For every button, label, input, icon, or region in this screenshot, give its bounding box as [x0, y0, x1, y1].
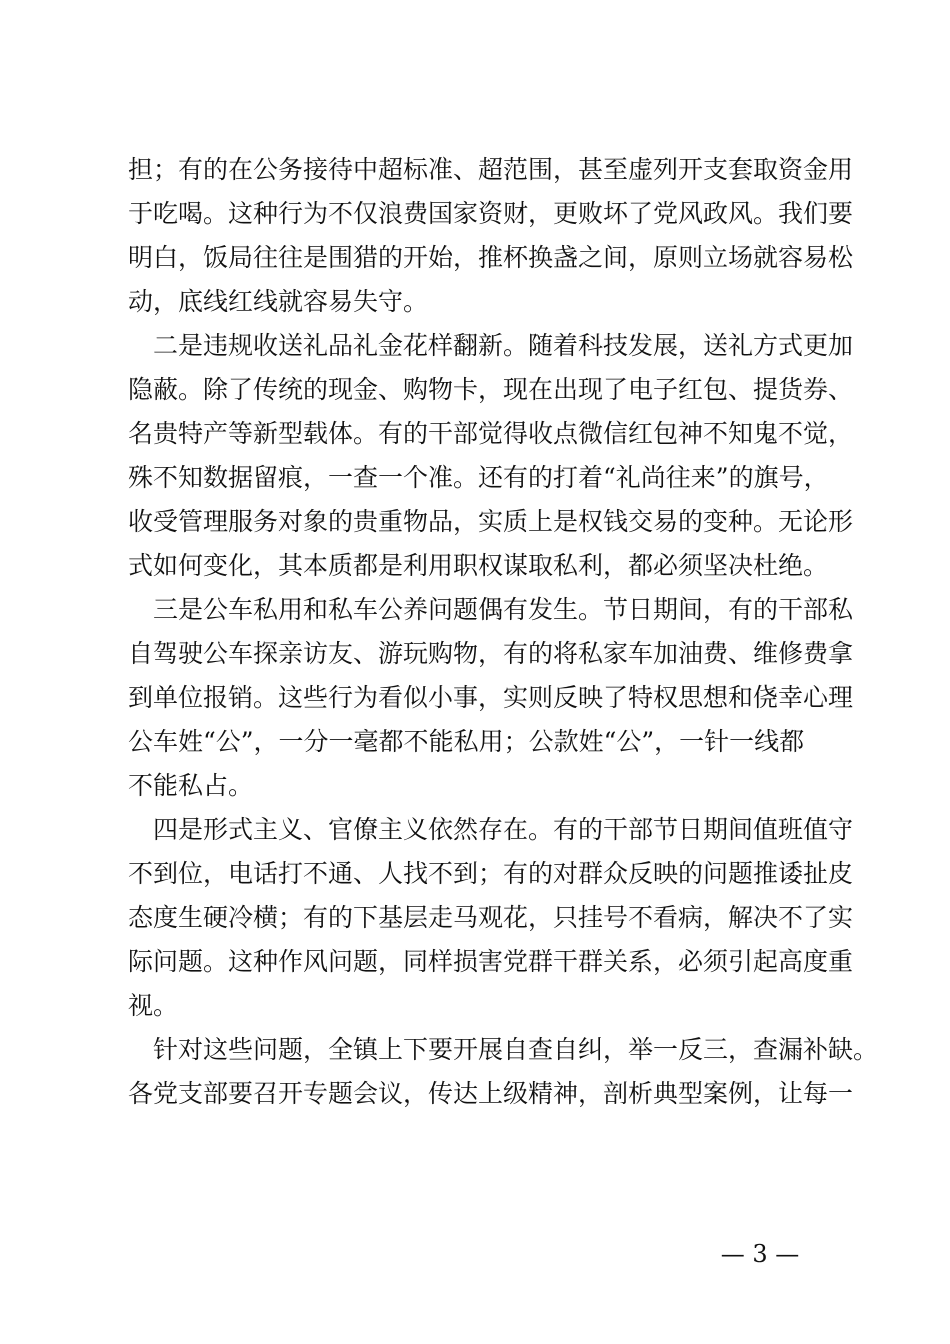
- text-line: 隐蔽。除了传统的现金、购物卡，现在出现了电子红包、提货券、: [128, 375, 854, 404]
- text-line: 殊不知数据留痕，一查一个准。还有的打着“礼尚往来”的旗号，: [128, 463, 829, 492]
- page-number: — 3 —: [720, 1240, 800, 1268]
- text-line: 收受管理服务对象的贵重物品，实质上是权钱交易的变种。无论形: [128, 507, 854, 536]
- text-line: 态度生硬冷横；有的下基层走马观花，只挂号不看病，解决不了实: [128, 903, 854, 932]
- text-line: 三是公车私用和私车公养问题偶有发生。节日期间，有的干部私: [128, 595, 854, 624]
- text-line: 动，底线红线就容易失守。: [128, 287, 429, 316]
- text-line: 各党支部要召开专题会议，传达上级精神，剖析典型案例，让每一: [128, 1079, 854, 1108]
- text-line: 四是形式主义、官僚主义依然存在。有的干部节日期间值班值守: [128, 815, 854, 844]
- text-line: 视。: [128, 991, 179, 1020]
- text-line: 担；有的在公务接待中超标准、超范围，甚至虚列开支套取资金用: [128, 155, 854, 184]
- text-line: 公车姓“公”，一分一毫都不能私用；公款姓“公”，一针一线都: [128, 727, 805, 756]
- text-line: 明白，饭局往往是围猎的开始，推杯换盏之间，原则立场就容易松: [128, 243, 854, 272]
- text-line: 际问题。这种作风问题，同样损害党群干群关系，必须引起高度重: [128, 947, 854, 976]
- text-line: 于吃喝。这种行为不仅浪费国家资财，更败坏了党风政风。我们要: [128, 199, 854, 228]
- text-line: 不能私占。: [128, 771, 254, 800]
- document-body: [128, 148, 879, 1116]
- text-line: 到单位报销。这些行为看似小事，实则反映了特权思想和侥幸心理: [128, 683, 854, 712]
- text-line: 名贵特产等新型载体。有的干部觉得收点微信红包神不知鬼不觉，: [128, 419, 854, 448]
- text-line: 二是违规收送礼品礼金花样翻新。随着科技发展，送礼方式更加: [128, 331, 854, 360]
- text-line: 针对这些问题，全镇上下要开展自查自纠，举一反三，查漏补缺。: [128, 1035, 879, 1064]
- text-line: 式如何变化，其本质都是利用职权谋取私利，都必须坚决杜绝。: [128, 551, 829, 580]
- text-line: 自驾驶公车探亲访友、游玩购物，有的将私家车加油费、维修费拿: [128, 639, 854, 668]
- text-line: 不到位，电话打不通、人找不到；有的对群众反映的问题推诿扯皮: [128, 859, 854, 888]
